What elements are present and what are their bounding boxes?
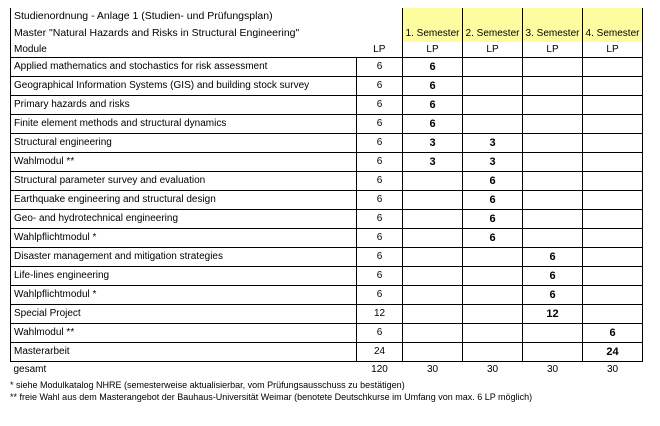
- semester-1-lp: [403, 286, 463, 305]
- module-lp: 6: [357, 134, 403, 153]
- semester-3-lp-header: LP: [523, 42, 583, 58]
- module-lp: 12: [357, 305, 403, 324]
- module-lp: 6: [357, 153, 403, 172]
- module-name: Geo- and hydrotechnical engineering: [11, 210, 357, 229]
- semester-2-lp: [463, 305, 523, 324]
- semester-3-lp: 12: [523, 305, 583, 324]
- module-lp: 6: [357, 324, 403, 343]
- semester-4-lp: [583, 248, 643, 267]
- module-lp: 6: [357, 191, 403, 210]
- module-lp: 24: [357, 343, 403, 362]
- semester-2-header: 2. Semester: [463, 8, 523, 42]
- semester-3-lp: [523, 115, 583, 134]
- module-row: [11, 229, 643, 248]
- semester-1-lp: [403, 324, 463, 343]
- semester-4-lp: [583, 286, 643, 305]
- semester-1-lp: [403, 210, 463, 229]
- total-semester-4: 30: [606, 364, 619, 375]
- module-name: Earthquake engineering and structural design: [11, 191, 357, 210]
- module-lp: 6: [357, 58, 403, 77]
- module-lp: 6: [357, 210, 403, 229]
- module-lp: 6: [357, 77, 403, 96]
- total-semester-3: 30: [546, 364, 559, 375]
- module-row: [11, 96, 643, 115]
- module-lp: 6: [357, 267, 403, 286]
- semester-4-lp: [583, 210, 643, 229]
- total-semester-1: 30: [426, 364, 439, 375]
- semester-4-lp: [583, 229, 643, 248]
- lp-column-header: LP: [357, 42, 403, 58]
- semester-2-lp: 6: [463, 191, 523, 210]
- module-row: [11, 210, 643, 229]
- semester-1-lp: 6: [403, 115, 463, 134]
- semester-1-lp: 3: [403, 134, 463, 153]
- semester-3-lp: [523, 134, 583, 153]
- semester-1-lp-header: LP: [403, 42, 463, 58]
- module-row: [11, 248, 643, 267]
- semester-4-lp: [583, 191, 643, 210]
- semester-4-lp: [583, 77, 643, 96]
- module-row: [11, 324, 643, 343]
- semester-1-lp: [403, 191, 463, 210]
- document-subtitle: Master "Natural Hazards and Risks in Structural Engineering": [11, 25, 403, 42]
- semester-4-lp: [583, 153, 643, 172]
- semester-2-lp: [463, 267, 523, 286]
- total-section: [11, 362, 643, 378]
- semester-2-lp: [463, 58, 523, 77]
- module-name: Finite element methods and structural dynamics: [11, 115, 357, 134]
- semester-2-lp: 6: [463, 229, 523, 248]
- semester-4-lp: [583, 134, 643, 153]
- module-row: [11, 286, 643, 305]
- module-name: Masterarbeit: [11, 343, 357, 362]
- total-lp: 120: [371, 364, 388, 375]
- module-name: Disaster management and mitigation strategies: [11, 248, 357, 267]
- semester-2-lp: [463, 248, 523, 267]
- semester-4-lp: [583, 115, 643, 134]
- semester-1-lp: 3: [403, 153, 463, 172]
- semester-3-lp: [523, 172, 583, 191]
- total-label: gesamt: [13, 364, 47, 375]
- footnote-2: ** freie Wahl aus dem Masterangebot der Bauhaus-Universität Weimar (benotete Deutschkurse im Umfang von max. 6 LP möglich): [10, 392, 533, 402]
- semester-1-lp: [403, 229, 463, 248]
- semester-4-lp: [583, 267, 643, 286]
- semester-4-lp-header: LP: [583, 42, 643, 58]
- module-name: Primary hazards and risks: [11, 96, 357, 115]
- module-name: Structural parameter survey and evaluation: [11, 172, 357, 191]
- module-name: Applied mathematics and stochastics for risk assessment: [11, 58, 357, 77]
- module-name: Life-lines engineering: [11, 267, 357, 286]
- footnote-1: * siehe Modulkatalog NHRE (semesterweise aktualisierbar, vom Prüfungsausschuss zu bestätigen): [10, 380, 405, 390]
- module-name: Wahlmodul **: [11, 153, 357, 172]
- semester-2-lp: 6: [463, 210, 523, 229]
- semester-2-lp: [463, 77, 523, 96]
- semester-3-lp: [523, 153, 583, 172]
- module-row: [11, 267, 643, 286]
- semester-4-lp: [583, 58, 643, 77]
- semester-2-lp: [463, 96, 523, 115]
- module-lp: 6: [357, 96, 403, 115]
- document-title: Studienordnung - Anlage 1 (Studien- und Prüfungsplan): [11, 8, 403, 25]
- semester-2-lp: [463, 115, 523, 134]
- semester-4-lp: 24: [583, 343, 643, 362]
- module-name: Special Project: [11, 305, 357, 324]
- semester-3-header: 3. Semester: [523, 8, 583, 42]
- semester-3-lp: [523, 77, 583, 96]
- semester-3-lp: [523, 58, 583, 77]
- footnotes: [10, 379, 642, 403]
- module-row: [11, 77, 643, 96]
- semester-1-lp: [403, 343, 463, 362]
- semester-1-header: 1. Semester: [403, 8, 463, 42]
- module-row: [11, 172, 643, 191]
- total-semester-2: 30: [486, 364, 499, 375]
- semester-1-lp: 6: [403, 77, 463, 96]
- semester-3-lp: 6: [523, 248, 583, 267]
- module-row: [11, 343, 643, 362]
- semester-2-lp-header: LP: [463, 42, 523, 58]
- module-lp: 6: [357, 248, 403, 267]
- module-lp: 6: [357, 172, 403, 191]
- semester-1-lp: [403, 248, 463, 267]
- semester-4-lp: [583, 305, 643, 324]
- semester-1-lp: 6: [403, 96, 463, 115]
- semester-3-lp: [523, 343, 583, 362]
- module-lp: 6: [357, 229, 403, 248]
- semester-3-lp: [523, 229, 583, 248]
- semester-3-lp: [523, 210, 583, 229]
- semester-1-lp: [403, 267, 463, 286]
- column-header-row: [11, 42, 643, 58]
- semester-4-lp: 6: [583, 324, 643, 343]
- semester-1-lp: [403, 305, 463, 324]
- semester-2-lp: 6: [463, 172, 523, 191]
- module-row: [11, 134, 643, 153]
- module-name: Wahlpflichtmodul *: [11, 286, 357, 305]
- semester-3-lp: [523, 96, 583, 115]
- semester-1-lp: 6: [403, 58, 463, 77]
- title-row-1: [11, 8, 643, 25]
- semester-2-lp: 3: [463, 153, 523, 172]
- module-row: [11, 191, 643, 210]
- semester-2-lp: [463, 324, 523, 343]
- total-row: [11, 362, 643, 378]
- semester-2-lp: [463, 286, 523, 305]
- semester-2-lp: [463, 343, 523, 362]
- module-column-header: Module: [11, 42, 357, 58]
- module-name: Wahlpflichtmodul *: [11, 229, 357, 248]
- study-plan-document: [10, 8, 642, 403]
- module-name: Wahlmodul **: [11, 324, 357, 343]
- module-lp: 6: [357, 115, 403, 134]
- semester-1-lp: [403, 172, 463, 191]
- module-name: Geographical Information Systems (GIS) and building stock survey: [11, 77, 357, 96]
- semester-4-header: 4. Semester: [583, 8, 643, 42]
- semester-4-lp: [583, 172, 643, 191]
- semester-2-lp: 3: [463, 134, 523, 153]
- module-name: Structural engineering: [11, 134, 357, 153]
- module-row: [11, 305, 643, 324]
- study-plan-table: [10, 8, 643, 377]
- semester-3-lp: [523, 191, 583, 210]
- module-row: [11, 153, 643, 172]
- semester-3-lp: 6: [523, 286, 583, 305]
- semester-4-lp: [583, 96, 643, 115]
- module-row: [11, 115, 643, 134]
- module-lp: 6: [357, 286, 403, 305]
- module-row: [11, 58, 643, 77]
- semester-3-lp: [523, 324, 583, 343]
- semester-3-lp: 6: [523, 267, 583, 286]
